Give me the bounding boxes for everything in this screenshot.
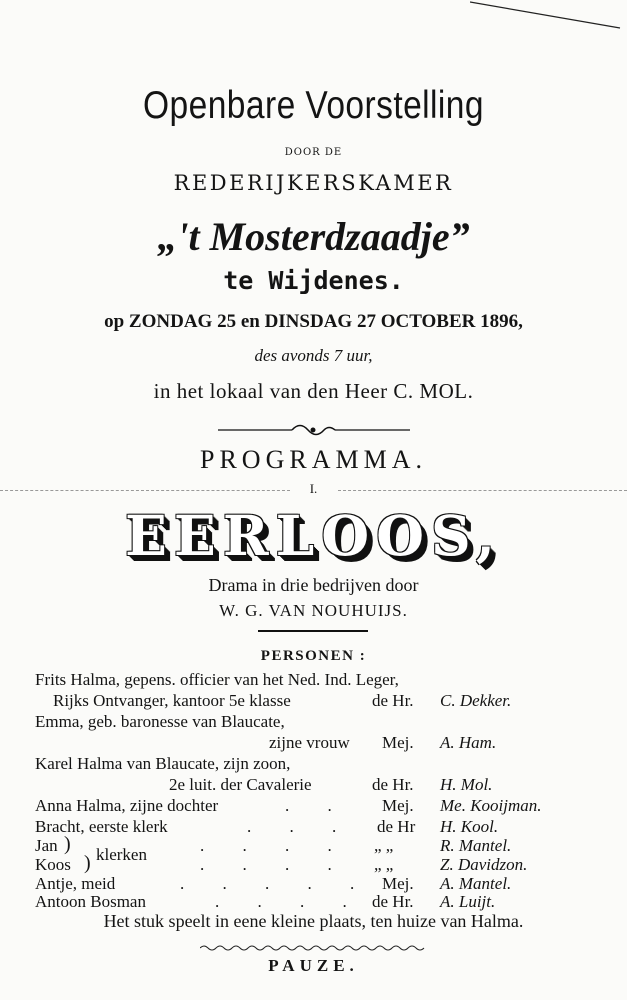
- leader-dots: . . . .: [215, 892, 347, 911]
- cast-role: Jan: [35, 836, 58, 855]
- cast-role: Koos: [35, 855, 71, 874]
- door-de-label: DOOR DE: [284, 147, 343, 158]
- pauze-label: PAUZE.: [268, 956, 359, 975]
- cast-actor: H. Mol.: [440, 775, 493, 794]
- personen-heading: PERSONEN :: [260, 648, 367, 664]
- cast-role-line: zijne vrouw: [269, 733, 350, 752]
- cast-actor: C. Dekker.: [440, 691, 512, 710]
- brace-bottom: ): [84, 852, 91, 874]
- klerken-label: klerken: [96, 845, 147, 864]
- leader-dots: . . . . .: [180, 874, 355, 893]
- leader-dots: . .: [285, 796, 332, 815]
- place-line: te Wijdenes.: [223, 266, 404, 295]
- wavy-divider: [200, 944, 427, 952]
- programma-heading: PROGRAMMA.: [200, 445, 427, 474]
- poster-title: Openbare Voorstelling: [143, 84, 484, 127]
- cast-actor: R. Mantel.: [440, 836, 512, 855]
- cast-prefix: de Hr.: [372, 691, 414, 710]
- cast-role: Anna Halma, zijne dochter: [35, 796, 219, 815]
- cast-prefix: de Hr.: [372, 775, 414, 794]
- cast-role-line: Frits Halma, gepens. officier van het Ned. Ind. Leger,: [35, 670, 399, 689]
- cast-role: Antje, meid: [35, 874, 116, 893]
- cast-actor: Z. Davidzon.: [440, 855, 528, 874]
- cast-role-line: Emma, geb. baronesse van Blaucate,: [35, 712, 285, 731]
- cast-role: Bracht, eerste klerk: [35, 817, 168, 836]
- date-line: op ZONDAG 25 en DINSDAG 27 OCTOBER 1896,: [104, 311, 523, 332]
- leader-dots: . . . .: [200, 836, 332, 855]
- time-line: des avonds 7 uur,: [254, 346, 373, 365]
- society-name: „'t Mosterdzaadje”: [157, 214, 470, 259]
- ornament-divider: [0, 420, 627, 440]
- leader-dots: . . . .: [200, 855, 332, 874]
- play-title: EERLOOS,: [125, 503, 502, 568]
- venue-line: in het lokaal van den Heer C. MOL.: [153, 379, 474, 403]
- cast-prefix: de Hr.: [372, 892, 414, 911]
- corner-mark: [470, 0, 627, 30]
- cast-role-line: Karel Halma van Blaucate, zijn zoon,: [35, 754, 291, 773]
- cast-actor: A. Mantel.: [440, 874, 512, 893]
- cast-prefix: Mej.: [382, 796, 414, 815]
- author-line: W. G. VAN NOUHUIJS.: [219, 601, 408, 620]
- leader-dots: . . .: [247, 817, 337, 836]
- cast-actor: A. Ham.: [440, 733, 497, 752]
- cast-prefix: Mej.: [382, 733, 414, 752]
- cast-actor: Me. Kooijman.: [440, 796, 542, 815]
- cast-prefix: de Hr: [377, 817, 416, 836]
- setting-note: Het stuk speelt in eene kleine plaats, ten huize van Halma.: [103, 911, 524, 931]
- cast-actor: A. Luijt.: [440, 892, 496, 911]
- cast-actor: H. Kool.: [440, 817, 499, 836]
- genre-line: Drama in drie bedrijven door: [208, 575, 419, 595]
- cast-role-line: 2e luit. der Cavalerie: [169, 775, 312, 794]
- cast-prefix: „ „: [374, 855, 394, 874]
- society-label: REDERIJKERSKAMER: [173, 171, 454, 195]
- cast-prefix: „ „: [374, 836, 394, 855]
- cast-prefix: Mej.: [382, 874, 414, 893]
- divider-rule: [258, 630, 368, 632]
- brace-top: ): [64, 833, 71, 855]
- cast-role: Antoon Bosman: [35, 892, 146, 911]
- cast-role-line: Rijks Ontvanger, kantoor 5e klasse: [53, 691, 291, 710]
- program-number: I.: [309, 481, 318, 496]
